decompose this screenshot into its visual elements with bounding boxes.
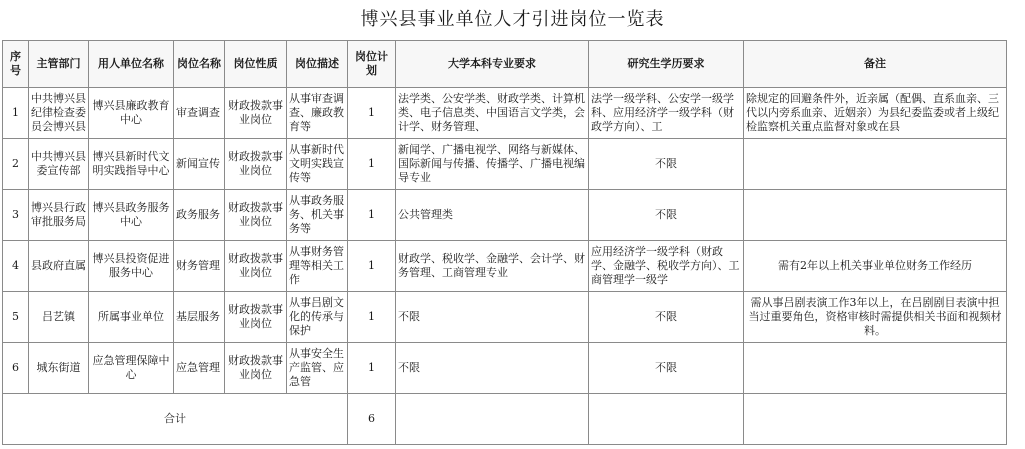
cell-note [744, 241, 1007, 292]
total-empty-grad [589, 394, 744, 445]
cell-nature [225, 139, 287, 190]
cell-note-text: 需有2年以上机关事业单位财务工作经历 [778, 259, 972, 272]
cell-nature-text: 财政拨款事业岗位 [228, 252, 283, 279]
cell-plan-text: 1 [368, 361, 375, 374]
cell-nature-text: 财政拨款事业岗位 [228, 150, 283, 177]
cell-unit [89, 241, 174, 292]
cell-nature-text: 财政拨款事业岗位 [228, 201, 283, 228]
cell-desc [287, 241, 348, 292]
cell-post [174, 241, 225, 292]
cell-seq-text: 2 [12, 157, 19, 170]
cell-plan [348, 88, 396, 139]
cell-dept-text: 吕艺镇 [42, 310, 75, 323]
cell-dept-text: 中共博兴县纪律检查委员会博兴县 [31, 92, 86, 133]
positions-table [2, 40, 1007, 445]
page-title: 博兴县事业单位人才引进岗位一览表 [360, 9, 665, 30]
cell-unit-text: 博兴县新时代文明实践指导中心 [92, 150, 170, 177]
cell-major [396, 190, 589, 241]
cell-seq [3, 139, 29, 190]
cell-post [174, 190, 225, 241]
cell-desc-text: 从事审查调查、廉政教育等 [289, 92, 344, 133]
cell-seq [3, 190, 29, 241]
cell-unit [89, 292, 174, 343]
cell-plan [348, 190, 396, 241]
cell-grad-text: 不限 [655, 157, 677, 170]
cell-seq-text: 6 [12, 361, 19, 374]
cell-grad [589, 139, 744, 190]
cell-plan-text: 1 [368, 208, 375, 221]
cell-nature-text: 财政拨款事业岗位 [228, 303, 283, 330]
cell-note [744, 190, 1007, 241]
cell-nature [225, 190, 287, 241]
cell-post-text: 政务服务 [176, 208, 220, 221]
cell-desc [287, 190, 348, 241]
cell-unit-text: 博兴县政务服务中心 [92, 201, 170, 228]
cell-unit [89, 139, 174, 190]
header-nature: 岗位性质 [225, 41, 287, 88]
cell-nature [225, 241, 287, 292]
cell-plan [348, 343, 396, 394]
cell-seq [3, 88, 29, 139]
cell-major-text: 法学类、公安学类、财政学类、计算机类、电子信息类、中国语言文学类，会计学、财务管理、 [398, 92, 585, 133]
cell-unit [89, 88, 174, 139]
cell-desc-text: 从事财务管理等相关工作 [289, 245, 344, 286]
cell-dept [29, 241, 89, 292]
table-row [3, 343, 1007, 394]
cell-plan-text: 1 [368, 310, 375, 323]
table-row [3, 88, 1007, 139]
cell-nature [225, 343, 287, 394]
cell-desc-text: 从事新时代文明实践宣传等 [289, 143, 344, 184]
cell-seq-text: 1 [12, 106, 19, 119]
cell-note [744, 139, 1007, 190]
cell-note [744, 343, 1007, 394]
cell-post [174, 292, 225, 343]
cell-seq-text: 4 [12, 259, 19, 272]
total-row [3, 394, 1007, 445]
cell-dept-text: 城东街道 [36, 361, 81, 374]
cell-desc [287, 88, 348, 139]
cell-nature [225, 88, 287, 139]
cell-post [174, 139, 225, 190]
total-empty-major [396, 394, 589, 445]
header-post: 岗位名称 [174, 41, 225, 88]
cell-major [396, 343, 589, 394]
cell-post-text: 审查调查 [176, 106, 220, 119]
cell-post [174, 343, 225, 394]
cell-grad-text: 不限 [655, 361, 677, 374]
header-seq: 序号 [3, 41, 29, 88]
cell-major-text: 不限 [398, 310, 420, 323]
cell-major-text: 公共管理类 [398, 208, 453, 221]
cell-nature-text: 财政拨款事业岗位 [228, 99, 283, 126]
cell-post-text: 基层服务 [176, 310, 220, 323]
cell-seq [3, 292, 29, 343]
cell-major [396, 139, 589, 190]
header-plan: 岗位计划 [348, 41, 396, 88]
cell-dept-text: 县政府直属 [31, 259, 86, 272]
cell-dept [29, 190, 89, 241]
table-row [3, 139, 1007, 190]
cell-desc [287, 139, 348, 190]
total-plan: 6 [348, 394, 396, 445]
cell-desc-text: 从事吕剧文化的传承与保护 [289, 296, 344, 337]
table-row [3, 190, 1007, 241]
cell-seq-text: 5 [12, 310, 19, 323]
header-dept: 主管部门 [29, 41, 89, 88]
cell-grad-text: 不限 [655, 310, 677, 323]
header-grad: 研究生学历要求 [589, 41, 744, 88]
cell-major [396, 241, 589, 292]
cell-dept [29, 88, 89, 139]
cell-grad [589, 292, 744, 343]
cell-grad [589, 88, 744, 139]
total-empty-note [744, 394, 1007, 445]
cell-grad-text: 法学一级学科、公安学一级学科、应用经济学一级学科（财政学方向）、工 [591, 92, 734, 133]
cell-desc [287, 343, 348, 394]
cell-plan [348, 241, 396, 292]
cell-desc-text: 从事政务服务、机关事务等 [289, 194, 344, 235]
cell-grad [589, 190, 744, 241]
cell-plan-text: 1 [368, 106, 375, 119]
cell-note-text: 除规定的回避条件外，近亲属（配偶、直系血亲、三代以内旁系血亲、近姻亲）为县纪委监委或者上级纪检监察机关重点监督对象或在县 [746, 92, 999, 133]
cell-major-text: 不限 [398, 361, 420, 374]
cell-post-text: 新闻宣传 [176, 157, 220, 170]
cell-dept [29, 292, 89, 343]
cell-plan-text: 1 [368, 259, 375, 272]
cell-post-text: 应急管理 [176, 361, 220, 374]
cell-note [744, 88, 1007, 139]
cell-seq [3, 343, 29, 394]
cell-nature-text: 财政拨款事业岗位 [228, 354, 283, 381]
cell-grad-text: 应用经济学一级学科（财政学、金融学、税收学方向）、工商管理学一级学 [591, 245, 740, 286]
cell-plan [348, 139, 396, 190]
cell-grad [589, 241, 744, 292]
cell-grad [589, 343, 744, 394]
cell-post [174, 88, 225, 139]
header-desc: 岗位描述 [287, 41, 348, 88]
cell-dept [29, 139, 89, 190]
cell-unit-text: 应急管理保障中心 [92, 354, 170, 381]
cell-unit-text: 所属事业单位 [98, 310, 164, 323]
table-row [3, 292, 1007, 343]
cell-nature [225, 292, 287, 343]
cell-plan [348, 292, 396, 343]
table-row [3, 241, 1007, 292]
cell-seq [3, 241, 29, 292]
cell-unit-text: 博兴县投资促进服务中心 [92, 252, 170, 279]
header-unit: 用人单位名称 [89, 41, 174, 88]
cell-plan-text: 1 [368, 157, 375, 170]
cell-post-text: 财务管理 [176, 259, 220, 272]
cell-major [396, 88, 589, 139]
cell-dept-text: 中共博兴县委宣传部 [31, 150, 86, 177]
cell-unit [89, 343, 174, 394]
cell-major-text: 财政学、税收学、金融学、会计学、财务管理、工商管理专业 [398, 252, 585, 279]
cell-unit-text: 博兴县廉政教育中心 [92, 99, 170, 126]
cell-dept-text: 博兴县行政审批服务局 [31, 201, 86, 228]
cell-note [744, 292, 1007, 343]
cell-major-text: 新闻学、广播电视学、网络与新媒体、国际新闻与传播、传播学、广播电视编导专业 [398, 143, 585, 184]
header-major: 大学本科专业要求 [396, 41, 589, 88]
cell-unit [89, 190, 174, 241]
cell-note-text: 需从事吕剧表演工作3年以上，在吕剧剧目表演中担当过重要角色，资格审核时需提供相关书面和视频材料。 [748, 296, 1002, 337]
cell-desc [287, 292, 348, 343]
cell-major [396, 292, 589, 343]
cell-dept [29, 343, 89, 394]
total-label: 合计 [3, 394, 348, 445]
header-note: 备注 [744, 41, 1007, 88]
cell-grad-text: 不限 [655, 208, 677, 221]
cell-desc-text: 从事安全生产监管、应急管 [289, 347, 344, 388]
table-header-row [3, 41, 1007, 88]
cell-seq-text: 3 [12, 208, 19, 221]
